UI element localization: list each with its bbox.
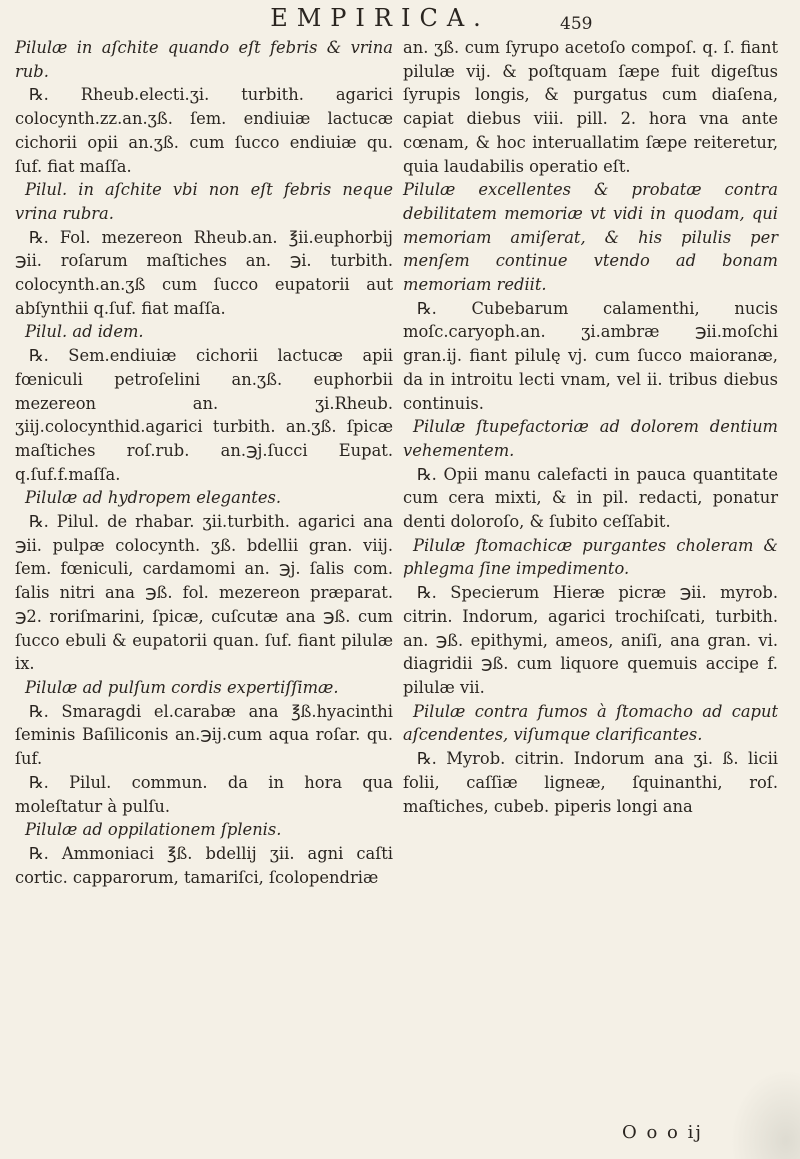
page-header xyxy=(0,4,800,38)
recipe-heading: Pilulæ excellentes & probatæ contra debilitatem memoriæ vt vidi in quodam, qui memoriam amiſerat, & his pilulis per menſem continue vtendo ad bonam memoriam rediit. xyxy=(403,180,778,295)
recipe-heading: Pilulæ ad oppilationem ſplenis. xyxy=(25,820,282,840)
recipe-text: ℞. Myrob. citrin. Indorum ana ʒi. ß. licii folii, caſſiæ ligneæ, ſquinanthi, roſ. maſtiches, cubeb. piperis longi ana xyxy=(403,749,778,816)
recipe-text: ℞. Smaragdi el.carabæ ana ℥ß.hyacinthi ſeminis Baſiliconis an.℈ij.cum aqua roſar. qu. ſuf. xyxy=(15,701,393,769)
recipe-text: ℞. Ammoniaci ℥ß. bdellij ʒii. agni caſti cortic. capparorum, tamariſci, ſcolopendriæ xyxy=(15,843,393,887)
recipe-text: ℞. Pilul. de rhabar. ʒii.turbith. agarici ana ℈ii. pulpæ colocynth. ʒß. bdellii gran. viij. ſem. fœniculi, cardamomi an. ℈j. ſalis com. ſalis nitri ana ℈ß. fol. mezereon præparat. ℈2. roriſmarini, ſpicæ, cuſcutæ ana ℈ß. cum ſucco ebuli & eupatorii quan. ſuf. fiant pilulæ ix. xyxy=(15,512,393,674)
recipe-heading: Pilulæ contra fumos à ſtomacho ad caput aſcendentes, viſumque clarificantes. xyxy=(403,701,778,745)
running-head: EMPIRICA. xyxy=(270,4,490,32)
recipe-heading: Pilulæ in aſchite quando eſt febris & vrina rub. xyxy=(15,38,393,81)
recipe-text: ℞. Rheub.electi.ʒi. turbith. agarici colocynth.zz.an.ʒß. ſem. endiuiæ lactucæ cichorii opii an.ʒß. cum ſucco endiuiæ qu. ſuf. fiat maſſa. xyxy=(15,85,393,176)
recipe-heading: Pilul. in aſchite vbi non eſt febris neque vrina rubra. xyxy=(15,180,393,223)
left-column xyxy=(15,36,393,889)
recipe-heading: Pilulæ ſtomachicæ purgantes choleram & phlegma ſine impedimento. xyxy=(403,535,778,579)
recipe-heading: Pilulæ ad hydropem elegantes. xyxy=(25,488,282,508)
recipe-text: ℞. Fol. mezereon Rheub.an. ℥ii.euphorbij ℈ii. roſarum maſtiches an. ℈i. turbith. colocynth.an.ʒß cum ſucco eupatorii aut abſynthii q.ſuf. fiat maſſa. xyxy=(15,227,393,318)
recipe-text: an. ʒß. cum ſyrupo acetoſo compoſ. q. ſ. fiant pilulæ vij. & poſtquam ſæpe fuit digeſtus ſyrupis longis, & purgatus cum diaſena, capiat diebus viii. pill. 2. hora vna ante cœnam, & hoc interuallatim ſæpe reiteretur, quia laudabilis operatio eſt. xyxy=(403,38,778,176)
recipe-heading: Pilul. ad idem. xyxy=(25,322,144,342)
recipe-heading: Pilulæ ad pulſum cordis expertiſſimæ. xyxy=(25,677,339,697)
recipe-text: ℞. Pilul. commun. da in hora qua moleſtatur à pulſu. xyxy=(15,772,393,816)
right-column xyxy=(403,36,778,818)
page-stain xyxy=(730,1069,800,1159)
recipe-text: ℞. Specierum Hieræ picræ ℈ii. myrob. citrin. Indorum, agarici trochiſcati, turbith. an. ℈ß. epithymi, ameos, aniſi, ana gran. vi. diagridii ℈ß. cum liquore quemuis accipe f. pilulæ vii. xyxy=(403,583,778,697)
recipe-text: ℞. Sem.endiuiæ cichorii lactucæ apii fœniculi petroſelini an.ʒß. euphorbii mezereon an. ʒi.Rheub. ʒiij.colocynthid.agarici turbith. an.ʒß. ſpicæ maſtiches roſ.rub. an.℈j.ſucci Eupat. q.ſuf.f.maſſa. xyxy=(15,346,393,484)
recipe-heading: Pilulæ ſtupefactoriæ ad dolorem dentium vehementem. xyxy=(403,417,778,460)
page-number: 459 xyxy=(560,14,593,34)
recipe-text: ℞. Cubebarum calamenthi, nucis moſc.caryoph.an. ʒi.ambræ ℈ii.moſchi gran.ij. fiant pilulę vj. cum ſucco maioranæ, da in introitu lecti vnam, vel ii. tribus diebus continuis. xyxy=(403,298,778,413)
catchword: O o o ij xyxy=(622,1122,703,1143)
recipe-text: ℞. Opii manu calefacti in pauca quantitate cum cera mixti, & in pil. redacti, ponatur denti doloroſo, & ſubito ceſſabit. xyxy=(403,464,778,532)
